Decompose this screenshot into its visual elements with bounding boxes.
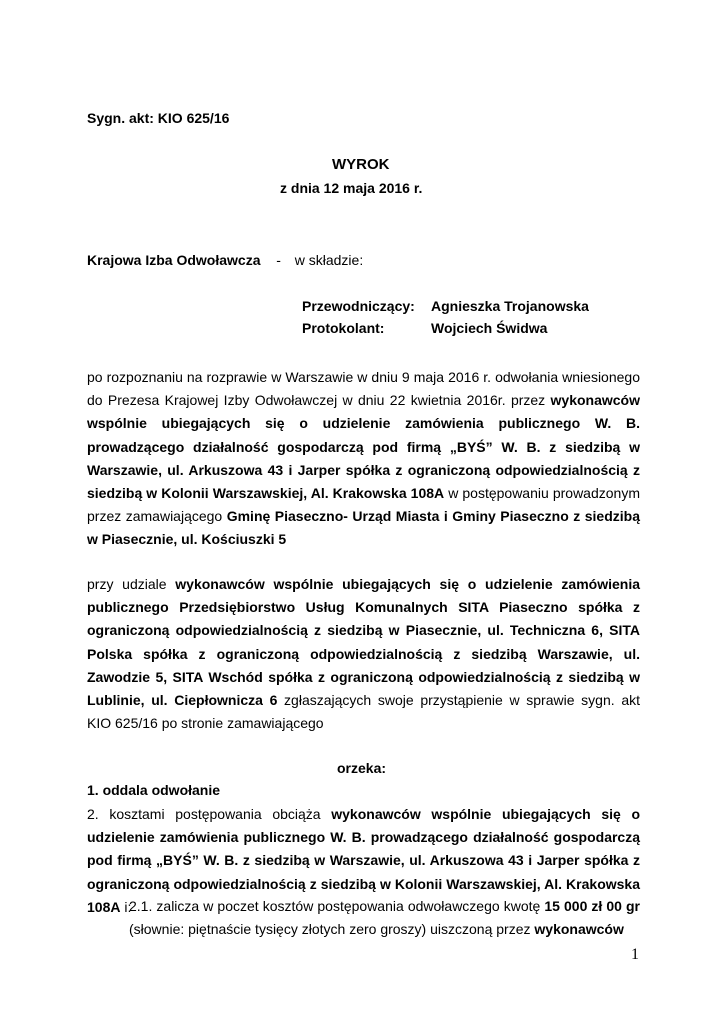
court-dash: - (276, 252, 281, 268)
composition-label: w składzie: (294, 252, 364, 268)
intervening-parties: wykonawców wspólnie ubiegających się o udzielenie zamówienia publicznego Przedsiębiorstwo Usług Komunalnych SITA Piaseczno spółka z ograniczoną odpowiedzialnością z siedzibą w Piasecznie, ul. Techniczna 6, SITA Polska spółka z ograniczoną odpowiedzialnością z siedzibą Warszawie, ul. Zawodzie 5, SITA Wschód spółka z ograniczoną odpowiedzialnością z siedzibą w Lublinie, ul. Ciepłownicza 6 (87, 576, 641, 709)
appellant: wykonawców wspólnie ubiegających się o udzielenie zamówienia publicznego W. B. prowadzącego działalność gospodarczą pod firmą „BYŚ” W. B. z siedzibą w Warszawie, ul. Arkuszowa 43 i Jarper spółka z ograniczoną odpowiedzialnością z siedzibą w Kolonii Warszawskiej, Al. Krakowska 108A (87, 392, 640, 502)
ruling-heading: orzeka: (337, 760, 387, 776)
text: zgłaszających swoje przystąpienie w sprawie sygn. akt KIO 625/16 po stronie zamawiającego (87, 692, 640, 732)
contracting-authority: Gminę Piaseczno- Urząd Miasta i Gminy Piaseczno z siedzibą w Piasecznie, ul. Kościuszki 5 (87, 508, 640, 548)
text: przy udziale (87, 576, 176, 592)
text: (słownie: piętnaście tysięcy złotych zero groszy) uiszczoną przez (129, 921, 535, 938)
paragraph-proceedings (87, 366, 640, 552)
clerk-name: Wojciech Świdwa (431, 320, 548, 336)
text: i: (120, 898, 132, 915)
cost-bearer: wykonawców wspólnie ubiegających się o udzielenie zamówienia publicznego W. B. prowadzącego działalność gospodarczą pod firmą „BYŚ” W. B. z siedzibą w Warszawie, ul. Arkuszowa 43 i Jarper spółka z ograniczoną odpowiedzialnością z siedzibą w Kolonii Warszawskiej, Al. Krakowska 108A (87, 806, 641, 915)
court-line (87, 252, 363, 268)
ruling-point-1: 1. oddala odwołanie (87, 782, 221, 798)
document-title: WYROK (332, 156, 390, 173)
judgment-date: z dnia 12 maja 2016 r. (280, 180, 423, 196)
case-signature: Sygn. akt: KIO 625/16 (87, 110, 230, 126)
text: 2.1. zalicza w poczet kosztów postępowania odwoławczego kwotę (129, 898, 545, 914)
chair-name: Agnieszka Trojanowska (431, 298, 589, 314)
clerk-label: Protokolant: (302, 320, 385, 336)
fee-amount: 15 000 zł 00 gr (544, 898, 641, 914)
text: 2. kosztami postępowania obciąża (87, 806, 332, 822)
text: w postępowaniu prowadzonym przez zamawiającego (87, 485, 640, 525)
ruling-point-2-1 (129, 895, 640, 941)
text: po rozpoznaniu na rozprawie w Warszawie w dniu 9 maja 2016 r. odwołania wniesionego do Prezesa Krajowej Izby Odwoławczej w dniu 22 kwietnia 2016r. przez (87, 369, 640, 409)
chair-label: Przewodniczący: (302, 298, 415, 314)
payer: wykonawców (534, 921, 624, 938)
court-name: Krajowa Izba Odwoławcza (87, 252, 261, 268)
paragraph-participants (87, 573, 640, 735)
page-number: 1 (631, 946, 639, 963)
